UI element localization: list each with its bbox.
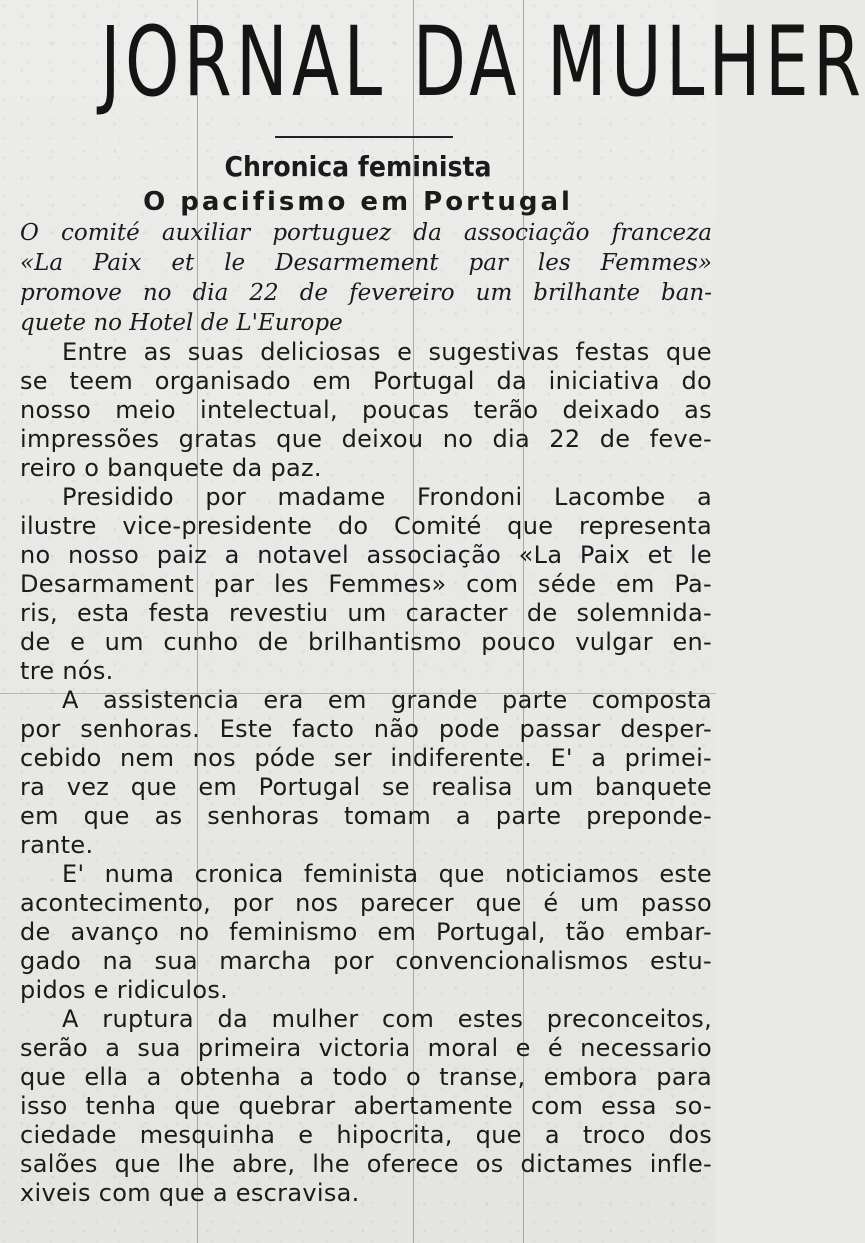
text-line: A ruptura da mulher com estes preconceitos, (62, 1005, 712, 1033)
lead-line: «La Paix et le Desarmement par les Femmes» (20, 250, 712, 276)
text-line: pidos e ridiculos. (20, 976, 229, 1004)
text-line: no nosso paiz a notavel associação «La Paix et le (20, 541, 712, 569)
text-line: serão a sua primeira victoria moral e é necessario (20, 1034, 712, 1062)
text-line: Desarmament par les Femmes» com séde em Pa- (20, 570, 712, 598)
text-line: acontecimento, por nos parecer que é um passo (20, 889, 712, 917)
title-rule (275, 136, 453, 138)
article-headline: O pacifismo em Portugal (143, 187, 573, 217)
paragraph (20, 483, 712, 686)
paragraph (20, 686, 712, 860)
text-line: nosso meio intelectual, poucas terão deixado as (20, 396, 712, 424)
article-body (20, 338, 712, 1208)
text-line: tre nós. (20, 657, 114, 685)
text-line: ris, esta festa revestiu um caracter de solemnida- (20, 599, 712, 627)
article-lead (20, 218, 712, 338)
section-title: Chronica feminista (224, 150, 492, 183)
text-line: isso tenha que quebrar abertamente com essa so- (20, 1092, 712, 1120)
paragraph (20, 860, 712, 1005)
text-line: se teem organisado em Portugal da iniciativa do (20, 367, 712, 395)
lead-line: quete no Hotel de L'Europe (20, 310, 343, 336)
text-line: reiro o banquete da paz. (20, 454, 322, 482)
text-line: Entre as suas deliciosas e sugestivas festas que (62, 338, 712, 366)
text-line: E' numa cronica feminista que noticiamos este (62, 860, 712, 888)
text-line: cebido nem nos póde ser indiferente. E' a primei- (20, 744, 712, 772)
text-line: salões que lhe abre, lhe oferece os dictames infle- (20, 1150, 712, 1178)
text-line: de avanço no feminismo em Portugal, tão embar- (20, 918, 712, 946)
lead-line: O comité auxiliar portuguez da associação franceza (20, 220, 712, 246)
text-line: de e um cunho de brilhantismo pouco vulgar en- (20, 628, 712, 656)
text-line: em que as senhoras tomam a parte preponde- (20, 802, 712, 830)
text-line: que ella a obtenha a todo o transe, embora para (20, 1063, 712, 1091)
text-line: por senhoras. Este facto não pode passar desper- (20, 715, 712, 743)
paragraph (20, 1005, 712, 1208)
paragraph (20, 338, 712, 483)
text-line: gado na sua marcha por convencionalismos estu- (20, 947, 712, 975)
text-line: ra vez que em Portugal se realisa um banquete (20, 773, 712, 801)
text-line: xiveis com que a escravisa. (20, 1179, 360, 1207)
text-line: A assistencia era em grande parte composta (62, 686, 712, 714)
text-line: ciedade mesquinha e hipocrita, que a troco dos (20, 1121, 712, 1149)
lead-line: promove no dia 22 de fevereiro um brilhante ban- (20, 280, 712, 306)
text-line: impressões gratas que deixou no dia 22 de feve- (20, 425, 712, 453)
text-line: rante. (20, 831, 94, 859)
text-line: ilustre vice-presidente do Comité que representa (20, 512, 712, 540)
masthead-title: JORNAL DA MULHER (100, 6, 865, 118)
text-line: Presidido por madame Frondoni Lacombe a (62, 483, 712, 511)
